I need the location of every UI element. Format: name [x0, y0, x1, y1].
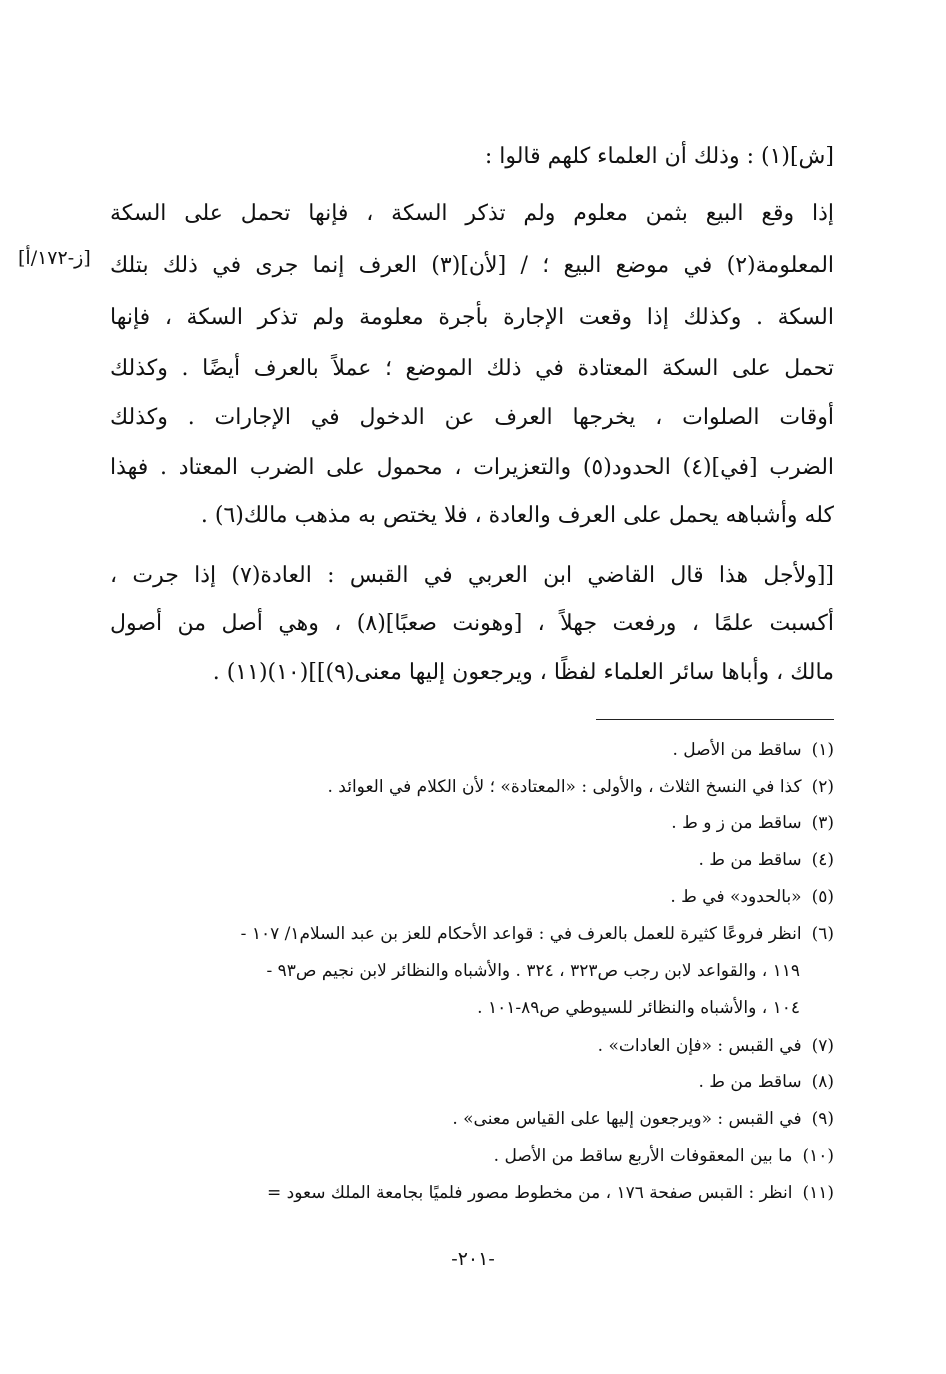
footnote-text: ساقط من الأصل . [672, 740, 802, 760]
opening-line: [ش](١) : وذلك أن العلماء كلهم قالوا : [484, 144, 834, 169]
footnote-8 [108, 1069, 834, 1095]
footnote-10 [108, 1143, 834, 1169]
paragraph1-line-5: أوقات الصلوات ، يخرجها العرف عن الدخول في الإجارات . وكذلك [110, 405, 834, 430]
footnote-6 [108, 921, 834, 947]
footnote-7 [108, 1033, 834, 1059]
footnote-number: (٤) [811, 850, 834, 870]
footnote-number: (٦) [811, 924, 834, 944]
footnote-11 [108, 1180, 834, 1206]
footnote-6-continued-2 [74, 995, 800, 1021]
paragraph1-line-3: السكة . وكذلك إذا وقعت الإجارة بأجرة معلومة ولم تذكر السكة ، فإنها [110, 305, 834, 330]
footnote-number: (١) [811, 740, 834, 760]
footnote-text: ١١٩ ، والقواعد لابن رجب ص٣٢٣ ، ٣٢٤ . والأشباه والنظائر لابن نجيم ص٩٣ - [266, 961, 800, 981]
margin-folio-note: [ز-١٧٢/أ] [18, 247, 91, 269]
footnote-text: ساقط من ط . [698, 850, 802, 870]
paragraph1-line-6: الضرب [في](٤) الحدود(٥) والتعزيرات ، محمول على الضرب المعتاد . فهذا [110, 455, 835, 480]
footnote-text: كذا في النسخ الثلاث ، والأولى : «المعتادة» ؛ لأن الكلام في العوائد . [327, 777, 802, 797]
footnote-6-continued-1 [74, 958, 800, 984]
footnote-number: (٩) [811, 1109, 834, 1129]
footnote-text: ساقط من ز و ط . [671, 813, 802, 833]
footnote-text: ما بين المعقوفات الأربع ساقط من الأصل . [493, 1146, 793, 1166]
footnote-number: (٢) [811, 777, 834, 797]
footnote-2 [108, 774, 834, 800]
footnote-text: «بالحدود» في ط . [670, 887, 802, 907]
footnote-3 [108, 810, 834, 836]
footnote-text: ساقط من ط . [698, 1072, 802, 1092]
footnote-number: (١٠) [802, 1146, 834, 1166]
footnote-number: (٣) [811, 813, 834, 833]
footnote-text: انظر فروعًا كثيرة للعمل بالعرف في : قواعد الأحكام للعز بن عبد السلام١/ ١٠٧ - [240, 924, 802, 944]
footnote-text: في القبس : «ويرجعون إليها على القياس معنى» . [452, 1109, 802, 1129]
footnote-number: (٨) [811, 1072, 834, 1092]
footnote-9 [108, 1106, 834, 1132]
footnote-text: ١٠٤ ، والأشباه والنظائر للسيوطي ص٨٩-١٠١ . [477, 998, 800, 1018]
footnote-divider [596, 719, 834, 720]
paragraph1-line-7: كله وأشباهه يحمل على العرف والعادة ، فلا يختص به مذهب مالك(٦) . [200, 503, 834, 528]
page-number: -٢٠١- [451, 1248, 495, 1270]
paragraph1-line-2: المعلومة(٢) في موضع البيع ؛ / [لأن](٣) العرف إنما جرى في ذلك بتلك [110, 253, 835, 278]
paragraph2-line-2: أكسبت علمًا ، ورفعت جهلاً ، [وهونت صعبًا](٨) ، وهي أصل من أصول [110, 611, 834, 636]
footnote-4 [108, 847, 834, 873]
paragraph1-line-4: تحمل على السكة المعتادة في ذلك الموضع ؛ عملاً بالعرف أيضًا . وكذلك [110, 356, 834, 381]
footnote-text: في القبس : «فإن العادات» . [597, 1036, 802, 1056]
footnote-5 [108, 884, 834, 910]
footnote-text: انظر : القبس صفحة ١٧٦ ، من مخطوط مصور فلميًا بجامعة الملك سعود = [267, 1183, 793, 1203]
footnote-1 [108, 737, 834, 763]
footnote-number: (٧) [811, 1036, 834, 1056]
footnote-number: (١١) [802, 1183, 834, 1203]
paragraph1-line-1: إذا وقع البيع بثمن معلوم ولم تذكر السكة ، فإنها تحمل على السكة [110, 201, 834, 226]
paragraph2-line-3: مالك ، وأباها سائر العلماء لفظًا ، ويرجعون إليها معنى(٩)]](١٠)(١١) . [212, 660, 834, 685]
paragraph2-line-1: [[ولأجل هذا قال القاضي ابن العربي في القبس : العادة(٧) إذا جرت ، [110, 563, 834, 588]
footnote-number: (٥) [811, 887, 834, 907]
